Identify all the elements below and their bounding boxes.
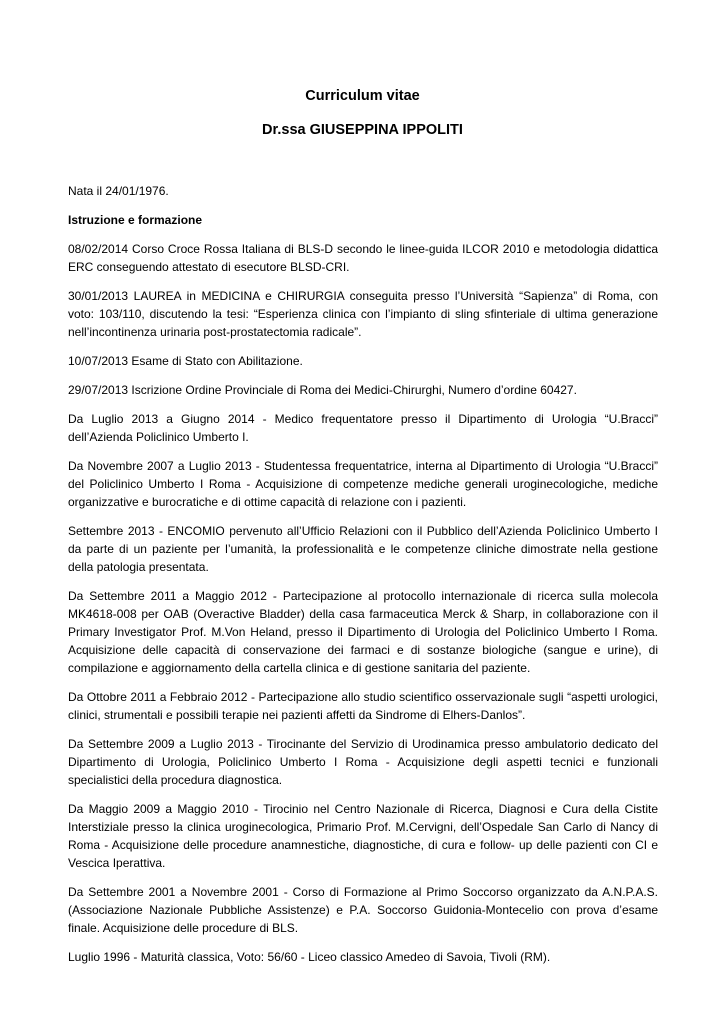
entry-commendation: Settembre 2013 - ENCOMIO pervenuto all’Ufficio Relazioni con il Pubblico dell’Azienda Policlinico Umberto I da parte di un paziente per l’umanità, la professionalità e le competenze cliniche dimostrate nella gestione della patologia presentata. [68,524,658,574]
entry-urodynamics-internship: Da Settembre 2009 a Luglio 2013 - Tirocinante del Servizio di Urodinamica presso ambulatorio dedicato del Dipartimento di Urologia, Policlinico Umberto I Roma - Acquisizione degli aspetti tecnici e funzionali specialistici della procedura diagnostica. [68,737,658,787]
entry-research-protocol: Da Settembre 2011 a Maggio 2012 - Partecipazione al protocollo internazionale di ricerca sulla molecola MK4618-008 per OAB (Overactive Bladder) della casa farmaceutica Merck & Sharp, in collaborazione con il Primary Investigator Prof. M.Von Heland, presso il Dipartimento di Urologia del Policlinico Umberto I Roma. Acquisizione delle capacità di conservazione dei farmaci e di sostanze biologiche (sangue e urine), di compilazione e aggiornamento della cartella clinica e di gestione sanitaria del paziente. [68,589,658,675]
entry-observational-study: Da Ottobre 2011 a Febbraio 2012 - Partecipazione allo studio scientifico osservazionale sugli “aspetti urologici, clinici, strumentali e possibili terapie nei pazienti affetti da Sindrome di Elhers-Danlos”. [68,690,658,722]
section-heading-education: Istruzione e formazione [68,213,203,227]
entry-blsd-course: 08/02/2014 Corso Croce Rossa Italiana di BLS-D secondo le linee-guida ILCOR 2010 e metodologia didattica ERC conseguendo attestato di esecutore BLSD-CRI. [68,242,658,274]
entry-medical-register: 29/07/2013 Iscrizione Ordine Provinciale di Roma dei Medici-Chirurghi, Numero d’ordine 60427. [68,383,577,397]
entry-student-intern: Da Novembre 2007 a Luglio 2013 - Studentessa frequentatrice, interna al Dipartimento di Urologia “U.Bracci” del Policlinico Umberto I Roma - Acquisizione di competenze mediche generali uroginecologiche, mediche organizzative e burocratiche e di ottime capacità di relazione con i pazienti. [68,459,658,509]
entry-high-school-diploma: Luglio 1996 - Maturità classica, Voto: 56/60 - Liceo classico Amedeo di Savoia, Tivoli (RM). [68,950,551,964]
document-body [68,182,658,977]
entry-first-aid-course: Da Settembre 2001 a Novembre 2001 - Corso di Formazione al Primo Soccorso organizzato da A.N.P.A.S. (Associazione Nazionale Pubbliche Assistenze) e P.A. Soccorso Guidonia-Montecelio con prova d’esame finale. Acquisizione delle procedure di BLS. [68,885,658,935]
person-name: Dr.ssa GIUSEPPINA IPPOLITI [262,122,463,138]
entry-cystitis-center-internship: Da Maggio 2009 a Maggio 2010 - Tirocinio nel Centro Nazionale di Ricerca, Diagnosi e Cura della Cistite Interstiziale presso la clinica uroginecologica, Primario Prof. M.Cervigni, dell’Ospedale San Carlo di Nancy di Roma - Acquisizione delle procedure anamnestiche, diagnostiche, di cura e follow- up delle pazienti con CI e Vescica Iperattiva. [68,802,658,870]
entry-state-exam: 10/07/2013 Esame di Stato con Abilitazione. [68,354,303,368]
entry-degree: 30/01/2013 LAUREA in MEDICINA e CHIRURGIA conseguita presso l’Università “Sapienza” di Roma, con voto: 103/110, discutendo la tesi: “Esperienza clinica con l’impianto di sling sfinteriale di ultima generazione nell’incontinenza urinaria post-prostatectomia radicale”. [68,289,658,339]
entry-attending-physician: Da Luglio 2013 a Giugno 2014 - Medico frequentatore presso il Dipartimento di Urologia “U.Bracci” dell’Azienda Policlinico Umberto I. [68,412,658,444]
document-title: Curriculum vitae [305,88,420,104]
birth-date-line: Nata il 24/01/1976. [68,184,169,198]
